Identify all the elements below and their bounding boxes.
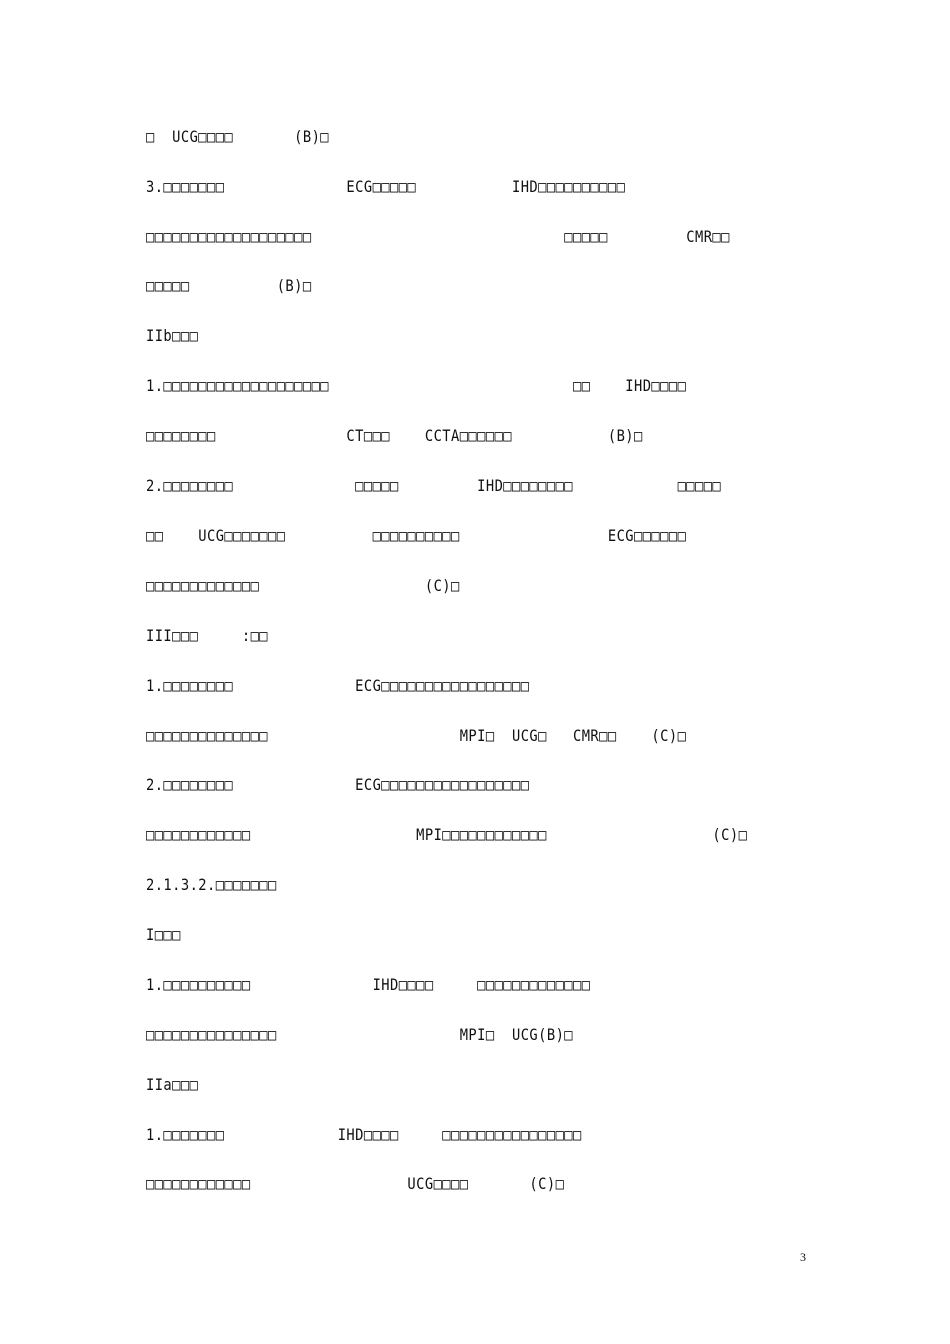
page-number: 3 [800,1250,806,1264]
section-heading: I□□□ [146,925,181,944]
text-line: □□□□□□□□□□□□□□□ MPI□ UCG(B)□ [146,1025,574,1044]
section-heading: III□□□ :□□ [146,626,268,645]
text-line: 1.□□□□□□□□□□□□□□□□□□□ □□ IHD□□□□ [146,376,687,395]
text-line: □ UCG□□□□ (B)□ [146,127,330,146]
text-line: □□□□□□□□□□□□□□□□□□□ □□□□□ CMR□□ [146,227,730,246]
text-line: □□□□□□□□□□□□ MPI□□□□□□□□□□□□ (C)□ [146,825,748,844]
text-line: □□□□□□□□□□□□□□ MPI□ UCG□ CMR□□ (C)□ [146,726,687,745]
text-line: □□□□□□□□ CT□□□ CCTA□□□□□□ (B)□ [146,426,643,445]
text-line: 1.□□□□□□□□□□ IHD□□□□ □□□□□□□□□□□□□ [146,975,591,994]
text-line: 1.□□□□□□□ IHD□□□□ □□□□□□□□□□□□□□□□ [146,1125,582,1144]
text-line: □□ UCG□□□□□□□ □□□□□□□□□□ ECG□□□□□□ [146,526,687,545]
text-line: □□□□□□□□□□□□ UCG□□□□ (C)□ [146,1174,565,1193]
text-line: 1.□□□□□□□□ ECG□□□□□□□□□□□□□□□□□ [146,676,530,695]
text-line: 3.□□□□□□□ ECG□□□□□ IHD□□□□□□□□□□ [146,177,626,196]
section-heading: IIa□□□ [146,1075,199,1094]
text-line: □□□□□□□□□□□□□ (C)□ [146,576,460,595]
text-line: 2.□□□□□□□□ ECG□□□□□□□□□□□□□□□□□ [146,775,530,794]
text-line: □□□□□ (B)□ [146,276,312,295]
section-heading: IIb□□□ [146,326,199,345]
section-heading: 2.1.3.2.□□□□□□□ [146,875,277,894]
text-line: 2.□□□□□□□□ □□□□□ IHD□□□□□□□□ □□□□□ [146,476,722,495]
